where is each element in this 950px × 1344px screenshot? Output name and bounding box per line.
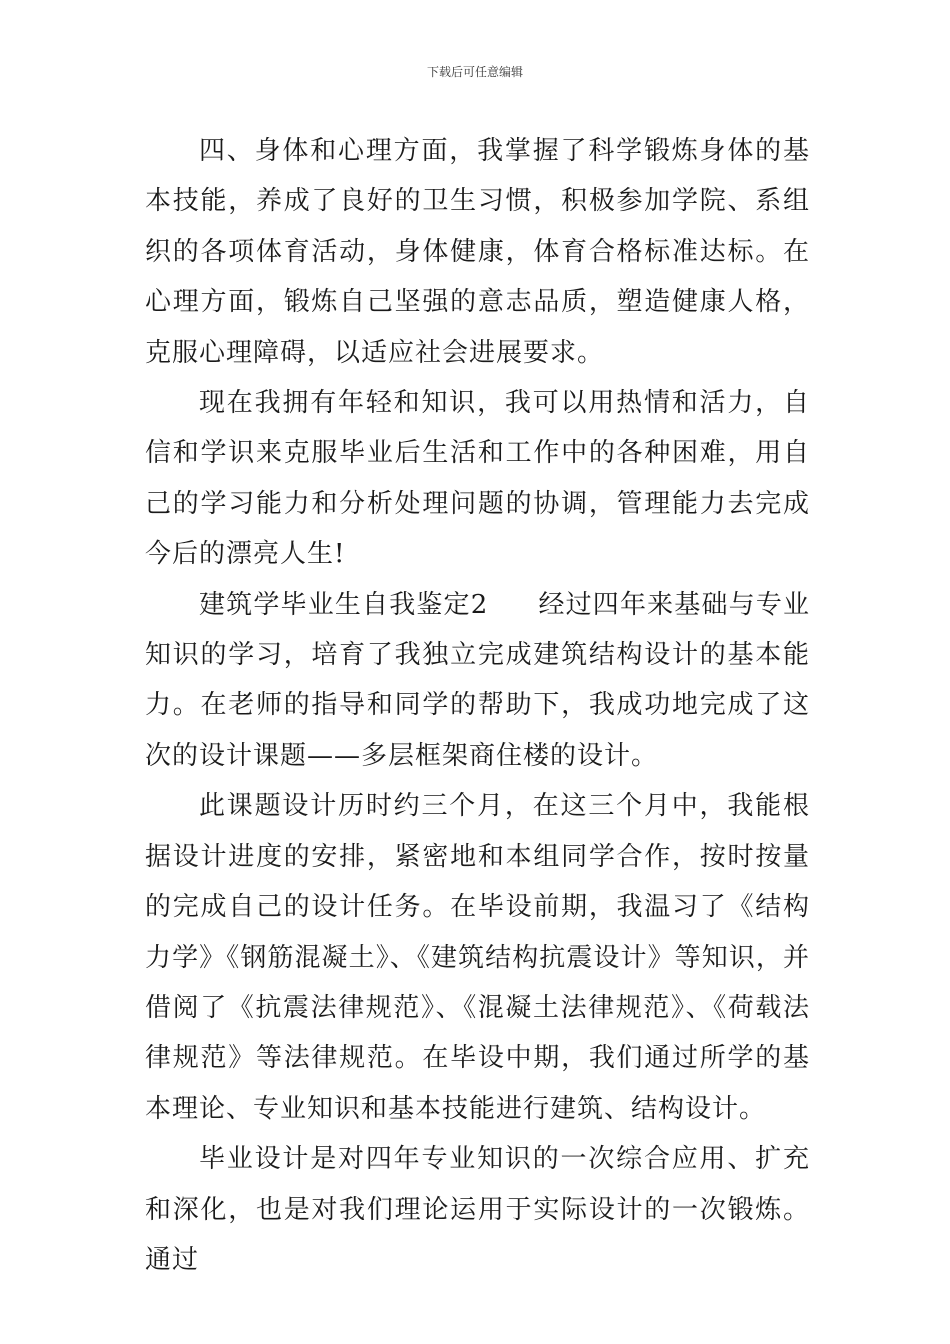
paragraph-design-process: 此课题设计历时约三个月，在这三个月中，我能根据设计进度的安排，紧密地和本组同学合作，按时按量的完成自己的设计任务。在毕设前期，我温习了《结构力学》《钢筋混凝土》、《建筑结构抗震设计》等知识，并借阅了《抗震法律规范》、《混凝土法律规范》、《荷载法律规范》等法律规范。在毕设中期，我们通过所学的基本理论、专业知识和基本技能进行建筑、结构设计。 — [145, 791, 810, 1124]
paragraph-physical-mental: 四、身体和心理方面，我掌握了科学锻炼身体的基本技能，养成了良好的卫生习惯，积极参加学院、系组织的各项体育活动，身体健康，体育合格标准达标。在心理方面，锻炼自己坚强的意志品质，塑造健康人格，克服心理障碍，以适应社会进展要求。 — [145, 136, 810, 368]
section-body: 经过四年来基础与专业知识的学习，培育了我独立完成建筑结构设计的基本能力。在老师的指导和同学的帮助下，我成功地完成了这次的设计课题——多层框架商住楼的设计。 — [145, 589, 810, 771]
paragraph-design-summary: 毕业设计是对四年专业知识的一次综合应用、扩充和深化，也是对我们理论运用于实际设计的一次锻炼。通过 — [145, 1144, 810, 1275]
section-title: 建筑学毕业生自我鉴定2 — [199, 589, 489, 620]
document-body — [145, 126, 810, 1285]
paragraph-self-appraisal-2 — [145, 580, 810, 782]
page-header: 下载后可任意编辑 — [426, 65, 523, 79]
paragraph-future-outlook: 现在我拥有年轻和知识，我可以用热情和活力，自信和学识来克服毕业后生活和工作中的各种困难，用自己的学习能力和分析处理问题的协调，管理能力去完成今后的漂亮人生! — [145, 388, 810, 570]
